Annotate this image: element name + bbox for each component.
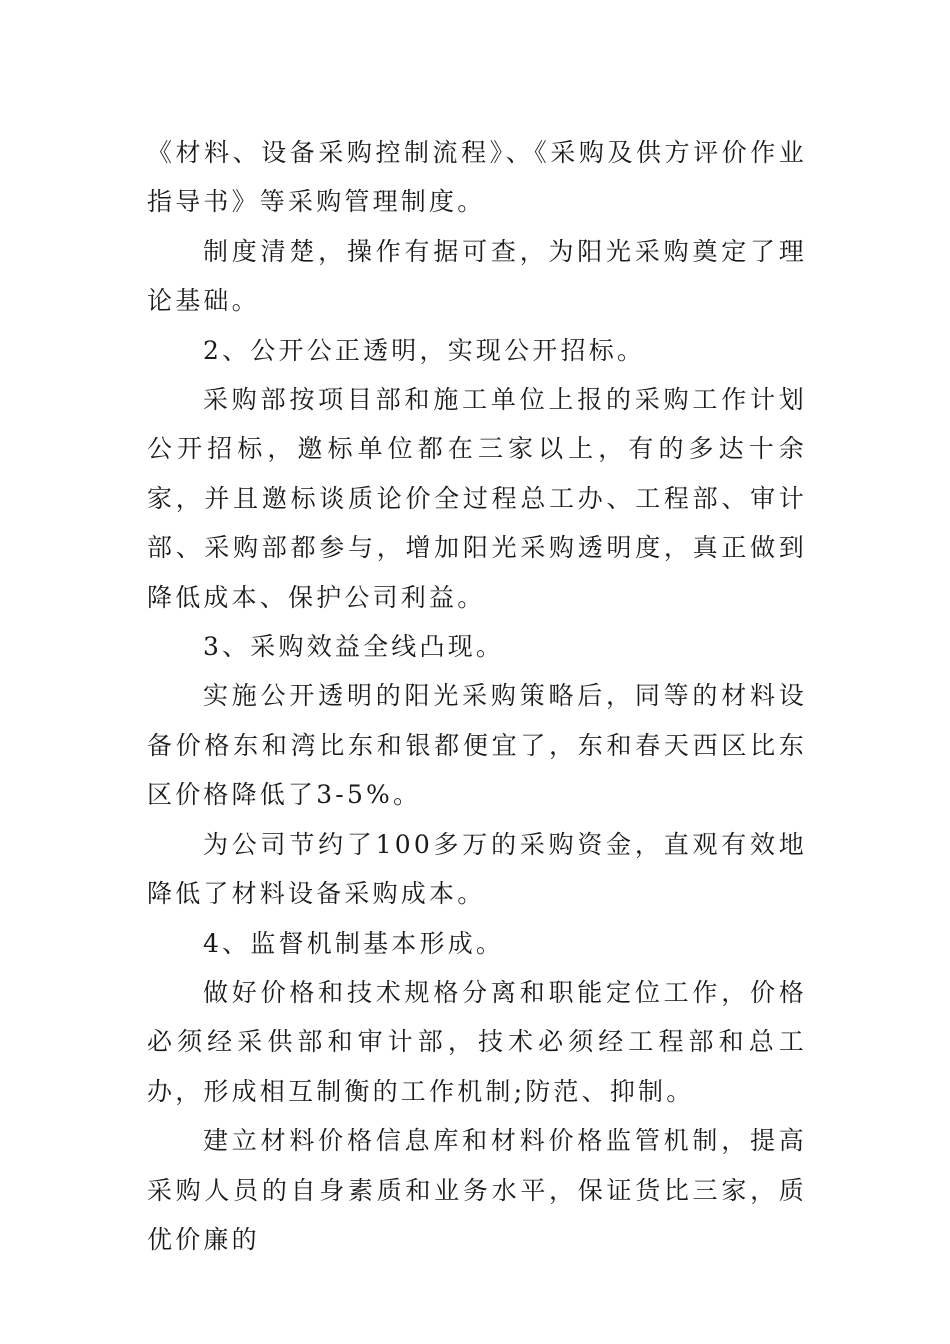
paragraph: 制度清楚，操作有据可查，为阳光采购奠定了理论基础。 xyxy=(147,236,807,316)
paragraph: 实施公开透明的阳光采购策略后，同等的材料设备价格东和湾比东和银都便宜了，东和春天西区比东区价格降低了3-5%。 xyxy=(147,681,807,810)
section-heading: 2、公开公正透明，实现公开招标。 xyxy=(203,335,646,365)
paragraph: 建立材料价格信息库和材料价格监管机制，提高采购人员的自身素质和业务水平，保证货比三家，质优价廉的 xyxy=(147,1126,807,1254)
paragraph: 为公司节约了100多万的采购资金，直观有效地降低了材料设备采购成本。 xyxy=(147,829,807,909)
section-heading: 4、监督机制基本形成。 xyxy=(203,928,505,958)
section-heading: 3、采购效益全线凸现。 xyxy=(203,632,505,662)
paragraph: 采购部按项目部和施工单位上报的采购工作计划公开招标，邀标单位都在三家以上，有的多达十余家，并且邀标谈质论价全过程总工办、工程部、审计部、采购部都参与，增加阳光采购透明度，真正做到降低成本、保护公司利益。 xyxy=(147,385,807,612)
document-body xyxy=(147,128,807,1264)
paragraph: 做好价格和技术规格分离和职能定位工作，价格必须经采供部和审计部，技术必须经工程部和总工办，形成相互制衡的工作机制;防范、抑制。 xyxy=(147,977,807,1106)
paragraph-continuation: 《材料、设备采购控制流程》、《采购及供方评价作业指导书》等采购管理制度。 xyxy=(147,138,807,217)
